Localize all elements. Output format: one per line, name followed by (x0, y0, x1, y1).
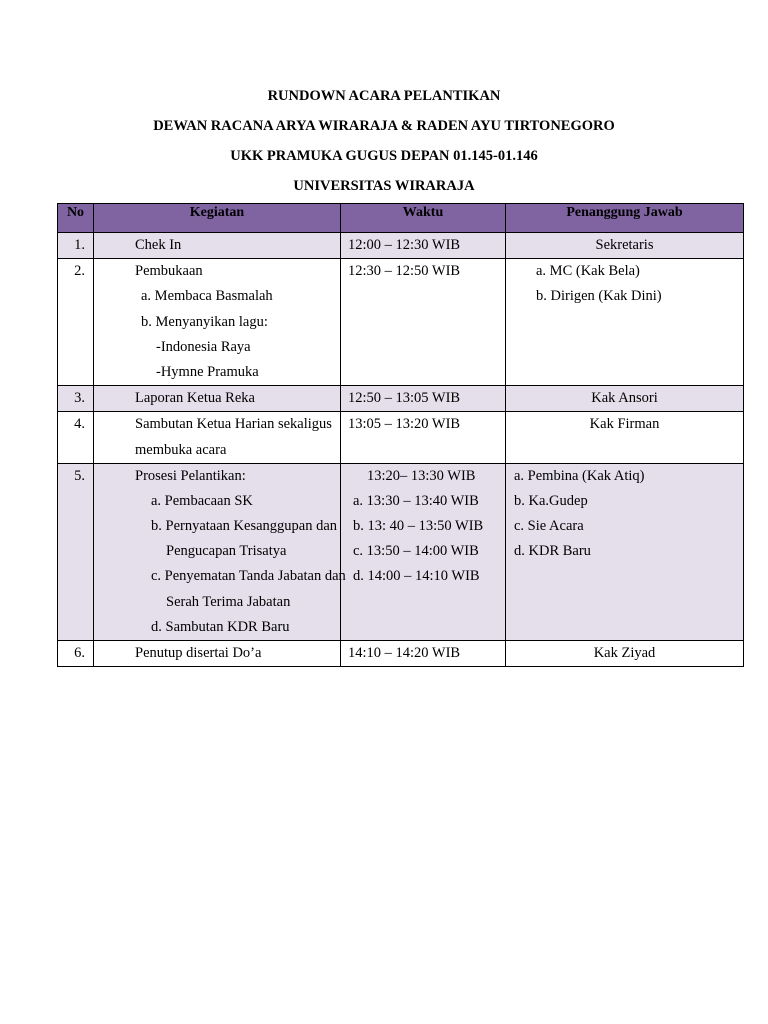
cell-waktu (341, 412, 506, 463)
table-row (58, 412, 744, 463)
cell-no (58, 386, 94, 412)
table-row (58, 641, 744, 667)
cell-no (58, 233, 94, 259)
cell-kegiatan (94, 259, 341, 386)
activity-subitem: Serah Terima Jabatan (166, 593, 291, 610)
column-header-penanggung-jawab: Penanggung Jawab (506, 204, 744, 233)
row-number: 6. (74, 645, 85, 661)
time-text: 12:30 – 12:50 WIB (348, 263, 461, 280)
activity-subitem: Pengucapan Trisatya (166, 543, 287, 560)
activity-text: Pembukaan (135, 263, 203, 280)
activity-subitem: -Hymne Pramuka (156, 363, 259, 380)
document-subtitle-unit: UKK PRAMUKA GUGUS DEPAN 01.145-01.146 (230, 148, 538, 164)
activity-subitem: d. Sambutan KDR Baru (151, 618, 290, 635)
responsible-text: a. MC (Kak Bela) (536, 263, 640, 280)
document-title: RUNDOWN ACARA PELANTIKAN (267, 88, 501, 104)
activity-text: membuka acara (135, 441, 227, 458)
row-number: 3. (74, 390, 85, 407)
cell-waktu (341, 259, 506, 386)
row-number: 4. (74, 416, 85, 433)
document-title-block (0, 84, 768, 204)
responsible-text: a. Pembina (Kak Atiq) (514, 467, 645, 484)
activity-subitem: b. Pernyataan Kesanggupan dan (151, 518, 338, 535)
cell-penanggung-jawab (506, 641, 744, 667)
cell-kegiatan (94, 233, 341, 259)
activity-text: Laporan Ketua Reka (135, 390, 255, 407)
activity-text: Sambutan Ketua Harian sekaligus (135, 416, 332, 433)
time-text: 13:20– 13:30 WIB (367, 467, 476, 484)
cell-penanggung-jawab (506, 412, 744, 463)
time-subitem: c. 13:50 – 14:00 WIB (353, 543, 479, 560)
column-header-kegiatan: Kegiatan (94, 204, 341, 233)
time-text: 12:50 – 13:05 WIB (348, 390, 461, 407)
table-row (58, 386, 744, 412)
cell-kegiatan (94, 641, 341, 667)
document-subtitle-university: UNIVERSITAS WIRARAJA (293, 178, 475, 194)
document-subtitle-organization: DEWAN RACANA ARYA WIRARAJA & RADEN AYU TIRTONEGORO (153, 118, 615, 134)
activity-subitem: c. Penyematan Tanda Jabatan dan (151, 568, 346, 585)
cell-penanggung-jawab (506, 463, 744, 640)
responsible-text: Kak Ansori (591, 390, 658, 407)
cell-kegiatan (94, 412, 341, 463)
time-text: 13:05 – 13:20 WIB (348, 416, 461, 433)
cell-waktu (341, 641, 506, 667)
responsible-text: b. Dirigen (Kak Dini) (536, 288, 662, 305)
activity-subitem: b. Menyanyikan lagu: (141, 313, 268, 330)
time-text: 12:00 – 12:30 WIB (348, 237, 461, 253)
responsible-text: Kak Ziyad (593, 645, 656, 661)
time-subitem: a. 13:30 – 13:40 WIB (353, 492, 479, 509)
time-subitem: d. 14:00 – 14:10 WIB (353, 568, 480, 585)
row-number: 2. (74, 263, 85, 280)
table-row (58, 233, 744, 259)
row-number: 1. (74, 237, 85, 253)
cell-kegiatan (94, 463, 346, 640)
row-number: 5. (74, 467, 85, 484)
activity-text: Prosesi Pelantikan: (135, 467, 246, 484)
table-row (58, 259, 744, 386)
cell-penanggung-jawab (506, 386, 744, 412)
responsible-text: b. Ka.Gudep (514, 492, 588, 509)
rundown-table (57, 203, 744, 667)
column-header-no: No (58, 204, 94, 233)
responsible-text: Sekretaris (595, 237, 654, 253)
cell-no (58, 259, 94, 386)
activity-text: Penutup disertai Do’a (135, 645, 262, 661)
responsible-text: d. KDR Baru (514, 543, 591, 560)
cell-no (58, 412, 94, 463)
cell-no (58, 463, 94, 640)
responsible-text: c. Sie Acara (514, 518, 584, 535)
column-header-waktu: Waktu (341, 204, 506, 233)
activity-subitem: -Indonesia Raya (156, 338, 251, 355)
time-text: 14:10 – 14:20 WIB (348, 645, 461, 661)
table-row (58, 463, 744, 640)
time-subitem: b. 13: 40 – 13:50 WIB (353, 518, 484, 535)
activity-text: Chek In (135, 237, 182, 253)
cell-kegiatan (94, 386, 341, 412)
activity-subitem: a. Pembacaan SK (151, 492, 253, 509)
cell-penanggung-jawab (506, 233, 744, 259)
activity-subitem: a. Membaca Basmalah (141, 288, 273, 305)
table-header-row (58, 204, 744, 233)
cell-waktu (341, 463, 506, 640)
cell-penanggung-jawab (506, 259, 744, 386)
responsible-text: Kak Firman (589, 416, 660, 433)
cell-no (58, 641, 94, 667)
cell-waktu (341, 233, 506, 259)
cell-waktu (341, 386, 506, 412)
